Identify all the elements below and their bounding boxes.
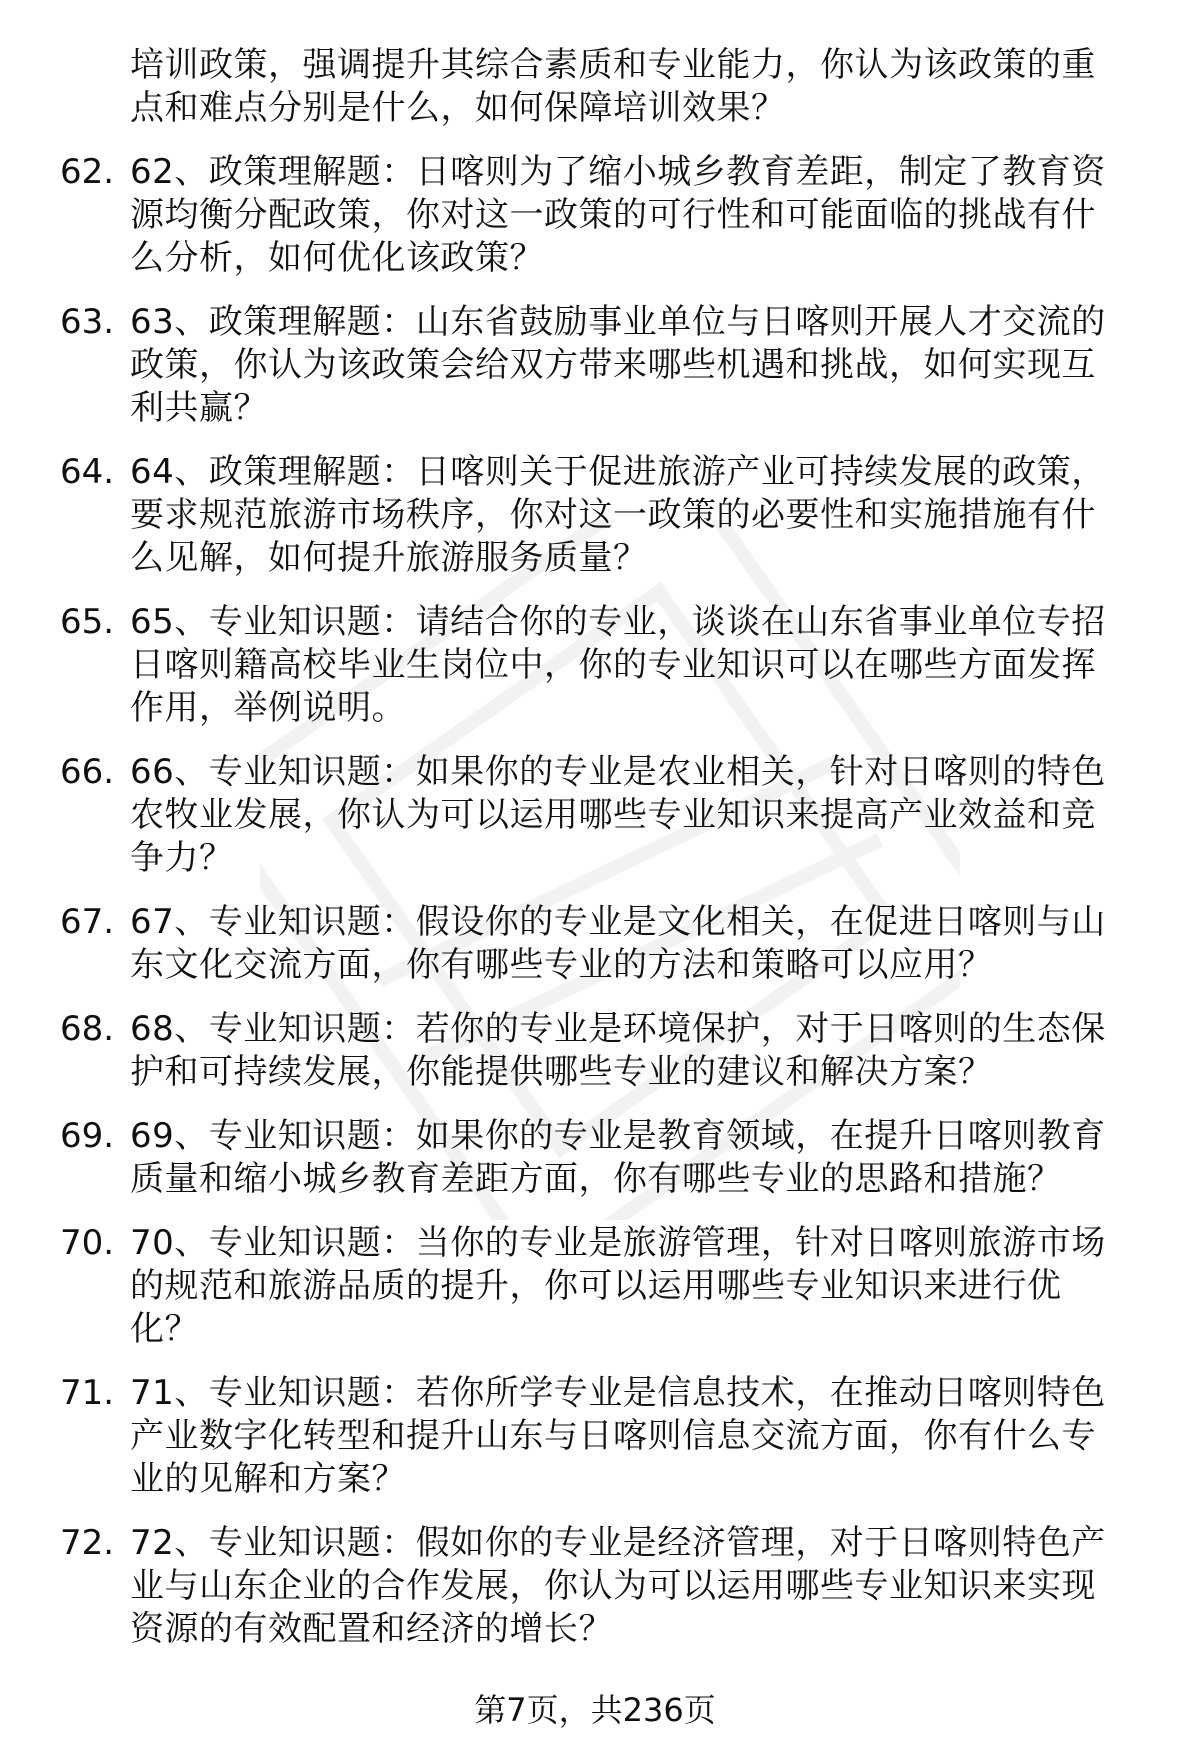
list-item bbox=[60, 1222, 1150, 1351]
item-text: 69、专业知识题：如果你的专业是教育领域，在提升日喀则教育 质量和缩小城乡教育差距方面，你有哪些专业的思路和措施？ bbox=[130, 1116, 1106, 1199]
item-number: 71. bbox=[60, 1373, 115, 1413]
item-text: 64、政策理解题：日喀则关于促进旅游产业可持续发展的政策， 要求规范旅游市场秩序，你对这一政策的必要性和实施措施有什 么见解，如何提升旅游服务质量？ bbox=[130, 452, 1106, 578]
item-text: 62、政策理解题：日喀则为了缩小城乡教育差距，制定了教育资 源均衡分配政策，你对这一政策的可行性和可能面临的挑战有什 么分析，如何优化该政策？ bbox=[130, 152, 1106, 278]
list-item bbox=[60, 901, 1150, 987]
item-text: 68、专业知识题：若你的专业是环境保护，对于日喀则的生态保 护和可持续发展，你能提供哪些专业的建议和解决方案？ bbox=[130, 1009, 1106, 1092]
item-number: 67. bbox=[60, 902, 115, 942]
item-number: 66. bbox=[60, 752, 115, 792]
list-item bbox=[60, 1372, 1150, 1501]
item-number: 72. bbox=[60, 1523, 115, 1563]
page-number-footer: 第7页，共236页 bbox=[474, 1691, 716, 1729]
item-number: 64. bbox=[60, 452, 115, 492]
item-text: 71、专业知识题：若你所学专业是信息技术，在推动日喀则特色 产业数字化转型和提升山东与日喀则信息交流方面，你有什么专 业的见解和方案？ bbox=[130, 1373, 1106, 1499]
list-item bbox=[60, 1008, 1150, 1094]
item-text: 67、专业知识题：假设你的专业是文化相关，在促进日喀则与山 东文化交流方面，你有哪些专业的方法和策略可以应用？ bbox=[130, 902, 1106, 985]
item-number: 68. bbox=[60, 1009, 115, 1049]
list-item bbox=[60, 751, 1150, 880]
list-item bbox=[60, 451, 1150, 580]
item-number: 63. bbox=[60, 302, 115, 342]
item-number: 65. bbox=[60, 602, 115, 642]
item-number: 62. bbox=[60, 152, 115, 192]
list-item bbox=[60, 1115, 1150, 1201]
question-list bbox=[60, 44, 1150, 1651]
list-item bbox=[60, 1522, 1150, 1651]
continued-question-text: 培训政策，强调提升其综合素质和专业能力，你认为该政策的重 点和难点分别是什么，如何保障培训效果？ bbox=[130, 45, 1096, 128]
item-text: 66、专业知识题：如果你的专业是农业相关，针对日喀则的特色 农牧业发展，你认为可以运用哪些专业知识来提高产业效益和竞 争力？ bbox=[130, 752, 1106, 878]
item-text: 70、专业知识题：当你的专业是旅游管理，针对日喀则旅游市场 的规范和旅游品质的提升，你可以运用哪些专业知识来进行优 化？ bbox=[130, 1223, 1106, 1349]
list-item bbox=[60, 601, 1150, 730]
item-text: 65、专业知识题：请结合你的专业，谈谈在山东省事业单位专招 日喀则籍高校毕业生岗位中，你的专业知识可以在哪些方面发挥 作用，举例说明。 bbox=[130, 602, 1106, 728]
item-text: 63、政策理解题：山东省鼓励事业单位与日喀则开展人才交流的 政策，你认为该政策会给双方带来哪些机遇和挑战，如何实现互 利共赢？ bbox=[130, 302, 1106, 428]
item-number: 69. bbox=[60, 1116, 115, 1156]
item-number: 70. bbox=[60, 1223, 115, 1263]
item-text: 72、专业知识题：假如你的专业是经济管理，对于日喀则特色产 业与山东企业的合作发展，你认为可以运用哪些专业知识来实现 资源的有效配置和经济的增长？ bbox=[130, 1523, 1106, 1649]
list-item bbox=[60, 301, 1150, 430]
list-item bbox=[60, 151, 1150, 280]
